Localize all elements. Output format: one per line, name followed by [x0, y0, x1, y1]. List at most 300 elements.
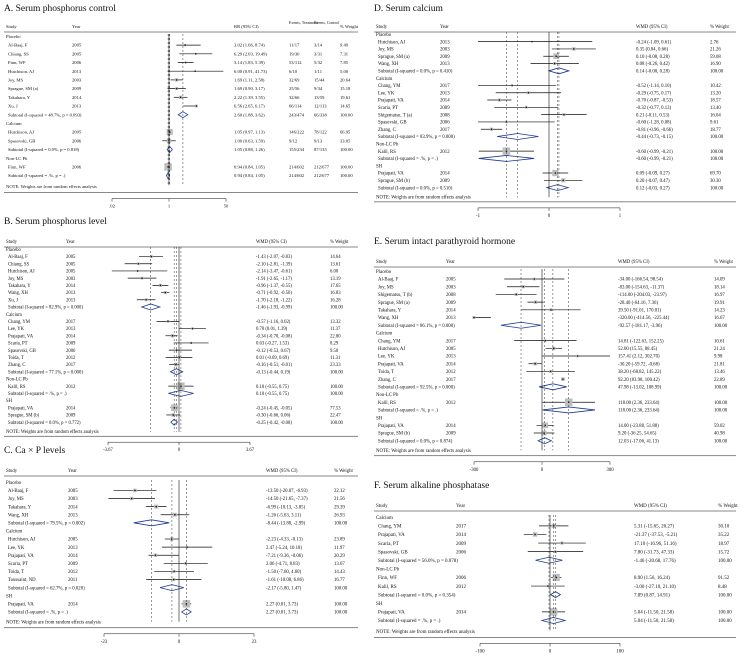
- study-weight: 16.28: [330, 298, 341, 304]
- study-name: Spasovski, GB: [378, 120, 407, 126]
- study-name: Finn, WF: [8, 60, 26, 66]
- study-weight: 20.29: [334, 553, 345, 559]
- study-name: Spasovski, GB: [378, 550, 408, 556]
- events-treatment: 32/66: [289, 94, 300, 100]
- events-control: 78/122: [314, 129, 327, 135]
- study-weight: 59.08: [710, 54, 721, 60]
- events-treatment: 32/69: [289, 77, 300, 83]
- group-label: Non-LC Pb: [376, 567, 400, 573]
- study-name: Scaria, PT: [378, 541, 399, 547]
- study-ci: -0.70 (-0.87, -0.53): [636, 98, 673, 104]
- study-year: 2017: [446, 339, 456, 345]
- subtotal-weight: 100.00: [330, 392, 343, 397]
- study-name: Al-Baaj, F: [8, 489, 29, 495]
- study-ci: -0.57 (-1.16, 0.02): [256, 320, 291, 325]
- study-ci: -0.12 (-0.53, 0.67): [256, 348, 291, 354]
- events-control: 13/59: [314, 94, 325, 100]
- study-ci: -1.43 (-2.07, -0.83): [256, 255, 292, 261]
- x-tick-label: 0: [177, 639, 181, 645]
- study-weight: 7.31: [340, 51, 349, 57]
- study-weight: 66.95: [340, 129, 351, 135]
- study-year: 2009: [66, 413, 76, 419]
- study-year: 2012: [440, 149, 450, 155]
- study-weight: 15.18: [340, 86, 351, 92]
- study-point: [172, 335, 174, 337]
- header-effect: WMD (95% CI): [256, 240, 287, 245]
- study-name: Lee, YK: [378, 91, 395, 97]
- x-tick-label: -1: [476, 213, 480, 219]
- study-name: Wang, XH: [8, 513, 29, 519]
- subtotal-label: Subtotal (I-squared = 56.0%, p = 0.078): [378, 559, 458, 564]
- study-point: [550, 371, 552, 373]
- header-weight: % Weight: [340, 24, 359, 29]
- group-label: SH: [6, 594, 13, 600]
- subtotal-ci: 7.89 (0.87, 14.91): [634, 593, 670, 599]
- study-ci: -1.61 (-10.08, 6.86): [266, 578, 304, 584]
- panel-title: C. Ca × P levels: [4, 446, 66, 456]
- study-weight: 23.33: [330, 363, 341, 369]
- x-tick-label: .02: [109, 203, 115, 209]
- study-weight: 14.09: [714, 277, 725, 283]
- study-year: 2012: [456, 584, 466, 590]
- study-point: [176, 349, 178, 351]
- subtotal-ci: -1.46 (-1.93, -0.99): [256, 305, 292, 311]
- subtotal-weight: 100.00: [718, 559, 732, 564]
- study-ci: -3.00 (-27.10, 21.10): [634, 584, 676, 590]
- study-ci: 14.00 (-23.88, 51.88): [618, 424, 659, 429]
- study-point: [190, 342, 192, 344]
- study-year: 2009: [446, 431, 456, 437]
- study-ci: 39.50 (-91.01, 170.01): [618, 308, 662, 314]
- x-tick-label: -3.67: [103, 448, 113, 454]
- subtotal-label: Subtotal (I-squared = 82.9%, p = 0.000): [8, 305, 83, 311]
- study-name: Spasovski, GB: [8, 138, 36, 144]
- study-name: Chang, YM: [8, 320, 30, 325]
- study-ci: -83.00 (-154.63, -11.37): [618, 285, 665, 291]
- study-year: 2009: [68, 562, 78, 567]
- subtotal-label: Subtotal (I-squared = 83.9%, p = 0.000): [378, 135, 455, 141]
- header-weight: % Weight: [718, 504, 738, 509]
- study-ci: 0.01 (-0.69, 0.69): [256, 356, 289, 361]
- study-ci: 52.00 (15.55, 88.45): [618, 347, 658, 352]
- subtotal-weight: 100.00: [718, 593, 732, 599]
- study-weight: 19.91: [714, 300, 725, 306]
- study-point: [196, 105, 198, 107]
- study-weight: 16.97: [714, 293, 725, 299]
- subtotal-weight: 100.00: [714, 323, 728, 329]
- subtotal-ci: 12.03 (-17.06, 41.13): [618, 439, 659, 445]
- study-point: [184, 44, 186, 46]
- subtotal-ci: 47.98 (-13.02, 108.99): [618, 385, 662, 391]
- study-name: Zhang, C: [8, 363, 26, 369]
- study-year: 2006: [456, 576, 466, 582]
- study-name: Hutchison, AJ: [8, 68, 35, 74]
- study-year: 2017: [456, 524, 466, 530]
- study-ci: 0.63 (-0.27, 1.53): [256, 341, 289, 347]
- subtotal-events-control: 212/677: [314, 173, 330, 179]
- study-year: 2006: [72, 60, 82, 66]
- study-name: Zhang, C: [378, 127, 396, 133]
- study-point: [173, 579, 175, 581]
- study-weight: 14.23: [714, 308, 725, 314]
- study-year: 2003: [66, 276, 76, 282]
- study-year: 2005: [72, 42, 82, 48]
- subtotal-weight: 100.00: [718, 619, 732, 625]
- study-ci: 1.69 (1.11, 2.58): [234, 77, 265, 83]
- study-name: Hutchison, AJ: [378, 347, 406, 352]
- study-year: 2012: [446, 400, 456, 406]
- study-weight: 100.00: [334, 602, 348, 608]
- study-year: 2012: [66, 356, 76, 361]
- study-year: 2013: [446, 316, 456, 322]
- study-name: Takahara, Y: [8, 505, 32, 511]
- study-ci: 3.14 (1.83, 5.39): [234, 60, 265, 66]
- study-ci: -0.24 (-1.09, 0.61): [636, 40, 672, 46]
- subtotal-label: Subtotal (I-squared = .%, p = .): [378, 619, 441, 625]
- study-point: [534, 363, 536, 365]
- subtotal-ci: -0.44 (-0.73, -0.15): [636, 135, 673, 141]
- study-point: [180, 96, 182, 98]
- subtotal-ci: -1.46 (-20.68, 17.76): [634, 559, 676, 564]
- study-name: Al-Baaj, F: [378, 277, 399, 283]
- subtotal-ci: -0.25 (-0.42, -0.08): [256, 420, 292, 426]
- study-weight: 16.83: [330, 291, 341, 297]
- subtotal-ci: -0.13 (-0.44, 0.19): [256, 370, 291, 376]
- events-treatment: 9/12: [289, 138, 298, 144]
- study-ci: -1.91 (-2.65, -1.17): [256, 276, 292, 282]
- study-ci: 157.41 (2.12, 302.70): [618, 354, 660, 360]
- panel-serum-intact-pth: [374, 237, 740, 473]
- study-name: Toussaint, ND: [8, 578, 36, 584]
- study-ci: -1.26 (-5.63, 3.11): [266, 513, 301, 519]
- study-ci: -114.00 (-204.03, -23.97): [618, 293, 667, 299]
- study-point: [164, 292, 166, 294]
- subtotal-ci: -0.60 (-0.99, -0.21): [636, 157, 673, 163]
- subtotal-label: Subtotal (I-squared = .%, p = .): [8, 392, 67, 397]
- study-point: [522, 286, 524, 288]
- subtotal-ci: 2.60 (1.88, 3.62): [234, 112, 265, 118]
- study-year: 2009: [72, 86, 82, 92]
- study-year: 2012: [446, 370, 456, 376]
- subtotal-label: Subtotal (I-squared = 62.7%, p = 0.020): [8, 586, 85, 592]
- study-name: Lee, YK: [378, 354, 395, 360]
- study-point: [131, 498, 133, 500]
- subtotal-label: Subtotal (I-squared = 48.7%, p = 0.093): [8, 112, 82, 118]
- study-name: Prajapati, VA: [8, 406, 34, 412]
- study-point: [145, 299, 147, 301]
- study-ci: 38.20 (-68.82, 145.22): [618, 370, 662, 376]
- study-ci: 2.22 (1.39, 3.55): [234, 94, 265, 100]
- study-ci: -0.60 (-0.99, -0.21): [636, 149, 673, 155]
- subtotal-weight: 100.00: [714, 408, 728, 414]
- study-name: Xu, J: [8, 298, 18, 304]
- study-ci: 118.00 (2.36, 233.64): [618, 400, 660, 406]
- study-year: 2014: [68, 553, 78, 559]
- events-control: 212/677: [314, 164, 330, 170]
- study-weight: 91.52: [718, 576, 730, 582]
- study-year: 2005: [446, 277, 456, 283]
- study-weight: 11.37: [330, 327, 341, 333]
- study-ci: -0.96 (-1.37, -0.55): [256, 284, 292, 289]
- subtotal-weight: 100.00: [334, 521, 348, 527]
- header-year: Year: [72, 24, 81, 29]
- study-weight: 18.14: [714, 285, 725, 291]
- study-ci: 9.20 (-36.25, 54.65): [618, 431, 657, 437]
- study-weight: 14.65: [340, 103, 351, 109]
- study-ci: 2.27 (0.81, 3.73): [266, 602, 298, 608]
- study-weight: 69.70: [710, 171, 721, 177]
- study-ci: 1.69 (0.90, 3.17): [234, 86, 265, 92]
- subtotal-ci: 1.05 (0.88, 1.26): [234, 147, 265, 153]
- study-weight: 59.02: [714, 424, 725, 429]
- study-year: 2014: [440, 171, 450, 177]
- study-year: 2005: [66, 255, 76, 261]
- study-weight: 26.93: [334, 513, 345, 519]
- study-point: [137, 270, 139, 272]
- study-ci: -14.50 (-21.65, -7.37): [266, 497, 308, 503]
- group-label: SH: [376, 164, 383, 170]
- study-name: Toida, T: [378, 370, 395, 376]
- study-weight: 16.90: [710, 62, 721, 68]
- study-name: Chang, YM: [378, 339, 401, 345]
- study-name: Sprague, SM (a): [378, 54, 410, 60]
- events-control: 1/11: [314, 68, 322, 74]
- header-events-treatment: Events, Treatment: [289, 20, 319, 25]
- group-label: Non-LC Pb: [376, 142, 399, 148]
- subtotal-label: Subtotal (I-squared = 0.0%, p = 0.772): [8, 420, 81, 426]
- study-point: [534, 534, 536, 536]
- study-ci: -0.16 (-0.51, -0.01): [256, 363, 292, 369]
- study-year: 2005: [68, 489, 78, 495]
- group-label: Placebo: [376, 270, 392, 275]
- group-label: Non-LC Pb: [376, 393, 399, 399]
- study-ci: -2.23 (-4.33, -0.13): [266, 537, 303, 543]
- group-label: Calcium: [376, 76, 393, 82]
- study-point: [134, 490, 136, 492]
- study-name: Prajapati, VA: [378, 171, 404, 177]
- study-point: [195, 53, 197, 55]
- header-weight: % Weight: [710, 25, 729, 30]
- study-point: [555, 55, 557, 57]
- forest-plot-a: [4, 16, 362, 212]
- study-point: [563, 114, 565, 116]
- subtotal-weight: 100.00: [714, 439, 728, 445]
- x-tick-label: 0: [177, 448, 181, 454]
- study-ci: -0.24 (-0.45, -0.05): [256, 406, 292, 412]
- subtotal-label: Subtotal (I-squared = 0.0%, p = 0.818): [8, 147, 80, 153]
- study-year: 2014: [66, 334, 76, 340]
- study-year: 2009: [456, 541, 466, 547]
- events-control: 9/13: [314, 138, 323, 144]
- x-tick-label: 0: [540, 467, 544, 473]
- study-name: Lee, YK: [8, 545, 25, 551]
- study-ci: -34.00 (-166.54, 98.54): [618, 277, 663, 283]
- header-weight: % Weight: [714, 260, 733, 265]
- study-weight: 13.20: [710, 91, 721, 97]
- subtotal-weight: 100.00: [710, 69, 724, 75]
- study-year: 2009: [66, 341, 76, 347]
- subtotal-weight: 100.00: [710, 135, 724, 141]
- study-ci: -0.71 (-0.92, -0.50): [256, 291, 292, 297]
- panel-serum-phosphorus-control: [4, 4, 362, 212]
- study-ci: 0.10 (-0.08, 0.28): [636, 54, 670, 60]
- header-study: Study: [6, 240, 17, 245]
- study-weight: 35.22: [718, 533, 730, 539]
- group-label: Non-LC Pb: [6, 377, 28, 383]
- study-weight: 21.81: [714, 362, 725, 368]
- study-ci: 14.81 (-122.63, 152.25): [618, 339, 664, 345]
- study-point: [506, 150, 508, 152]
- study-weight: 16.04: [710, 113, 721, 119]
- study-point: [547, 585, 549, 587]
- study-weight: 7.85: [340, 60, 349, 66]
- study-name: Al-Baaj, F: [8, 42, 28, 48]
- study-year: 2009: [440, 179, 450, 184]
- header-effect: WMD (95% CI): [266, 469, 298, 474]
- study-point: [186, 546, 188, 548]
- header-year: Year: [456, 504, 466, 509]
- events-treatment: 25/56: [289, 86, 300, 92]
- subtotal-weight: 100.00: [334, 610, 348, 616]
- study-ci: 6.56 (2.65, 6.17): [234, 103, 265, 109]
- study-year: 2017: [440, 127, 450, 133]
- study-year: 2003: [72, 77, 82, 83]
- study-year: 2014: [68, 602, 78, 608]
- header-weight: % Weight: [330, 240, 349, 245]
- header-effect: RR (95% CI): [234, 24, 259, 29]
- study-name: Xu, J: [8, 103, 18, 109]
- study-year: 2013: [446, 354, 456, 360]
- study-point: [194, 70, 196, 72]
- x-tick-label: 0: [547, 213, 551, 219]
- study-ci: -6.99 (-10.13, -3.85): [266, 505, 306, 511]
- study-ci: 2.47 (-5.24, 10.18): [266, 545, 302, 551]
- group-label: Non-LC Pb: [6, 155, 28, 161]
- subtotal-weight: 100.00: [330, 370, 343, 376]
- study-weight: 8.29: [330, 341, 339, 347]
- study-point: [562, 378, 564, 380]
- study-weight: 22.89: [714, 377, 725, 383]
- study-point: [554, 63, 556, 65]
- study-weight: 11.97: [334, 545, 345, 551]
- study-weight: 11.31: [330, 356, 341, 361]
- study-weight: 22.12: [334, 489, 345, 495]
- study-year: 2017: [440, 84, 450, 90]
- study-year: 2014: [446, 308, 456, 314]
- study-weight: 9.49: [340, 42, 349, 48]
- study-year: 2012: [66, 384, 76, 390]
- study-name: Hutchison, AJ: [8, 537, 36, 543]
- header-study: Study: [6, 24, 17, 29]
- study-name: Joy, MS: [378, 285, 394, 291]
- study-point: [555, 172, 557, 174]
- study-year: 2009: [440, 106, 450, 111]
- header-study: Study: [376, 25, 388, 30]
- group-label: Calcium: [376, 331, 393, 337]
- subtotal-weight: 100.00: [340, 173, 353, 179]
- study-year: 2006: [72, 138, 82, 144]
- study-weight: 30.30: [710, 179, 721, 184]
- study-point: [192, 328, 194, 330]
- subtotal-ci: -92.57 (-181.17, -3.96): [618, 323, 662, 329]
- study-ci: 1.05 (0.97, 1.13): [234, 129, 265, 135]
- study-point: [155, 506, 157, 508]
- study-weight: 13.40: [710, 106, 721, 111]
- study-year: 2003: [440, 47, 450, 53]
- study-name: Finn, WF: [8, 164, 26, 170]
- study-ci: -2.10 (-2.81, -1.39): [256, 262, 292, 268]
- study-name: Takahara, Y: [378, 308, 402, 314]
- study-year: 2003: [446, 285, 456, 291]
- study-ci: 6.29 (2.03, 19.49): [234, 51, 267, 57]
- study-weight: 40.98: [714, 431, 725, 437]
- study-ci: -30.20 (-59.72, -0.68): [618, 362, 660, 368]
- study-name: Wang, XH: [8, 291, 28, 297]
- header-study: Study: [6, 469, 18, 474]
- study-weight: 13.19: [330, 276, 341, 282]
- forest-plot-f: [374, 493, 740, 665]
- subtotal-events-control: 87/135: [314, 147, 327, 153]
- study-year: 2014: [66, 406, 76, 412]
- subtotal-weight: 100.00: [340, 112, 353, 118]
- x-tick-label: -300: [469, 467, 479, 473]
- subtotal-label: Subtotal (I-squared = 0.0%, p = 0.510): [378, 186, 453, 192]
- study-year: 2013: [66, 327, 76, 333]
- subtotal-label: Subtotal (I-squared = 86.1%, p = 0.000): [378, 323, 455, 329]
- study-ci: -28.40 (-64.16, 7.36): [618, 300, 658, 306]
- study-year: 2013: [66, 298, 76, 304]
- group-label: Placebo: [376, 33, 392, 38]
- subtotal-ci: 0.94 (0.84, 1.05): [234, 173, 265, 179]
- study-point: [174, 514, 176, 516]
- study-weight: 16.77: [334, 578, 345, 584]
- study-name: Hutchison, AJ: [8, 129, 35, 135]
- subtotal-events-control: 66/338: [314, 112, 327, 118]
- x-tick-label: -23: [100, 639, 108, 645]
- study-year: 2014: [456, 610, 466, 616]
- study-ci: -2.14 (-3.47, -0.61): [256, 269, 292, 275]
- study-weight: 20.64: [340, 77, 351, 83]
- study-year: 2013: [440, 62, 450, 68]
- study-name: Scaria, PT: [8, 562, 28, 567]
- study-year: 2013: [72, 103, 82, 109]
- study-name: Prajapati, VA: [378, 610, 405, 616]
- study-year: 2006: [440, 120, 450, 126]
- x-tick-label: 1: [618, 213, 622, 219]
- study-point: [499, 99, 501, 101]
- study-name: Prajapati, VA: [378, 98, 404, 104]
- x-tick-label: 23: [251, 639, 257, 645]
- study-year: 2006: [66, 348, 76, 354]
- subtotal-ci: 0.12 (-0.03, 0.27): [636, 186, 670, 192]
- study-name: Kalil, RS: [8, 384, 26, 390]
- group-label: Calcium: [6, 312, 22, 318]
- study-weight: 8.48: [718, 584, 727, 590]
- subtotal-ci: 0.14 (-0.00, 0.28): [636, 69, 670, 75]
- study-point: [528, 92, 530, 94]
- study-name: Prajapati, VA: [378, 362, 404, 368]
- x-tick-label: 1: [167, 203, 171, 209]
- group-label: SH: [376, 416, 383, 422]
- subtotal-label: Subtotal (I-squared = .%, p = .): [8, 610, 68, 616]
- weights-note: NOTE: Weights are from random effects analysis: [6, 430, 99, 435]
- header-events-control: Events, Control: [314, 20, 340, 25]
- panel-serum-alkaline-phosphatase: [374, 481, 740, 665]
- study-name: Wang, XH: [378, 62, 399, 68]
- events-treatment: 214/602: [289, 164, 305, 170]
- header-effect: WMD (95% CI): [618, 260, 650, 265]
- study-year: 2014: [446, 424, 456, 429]
